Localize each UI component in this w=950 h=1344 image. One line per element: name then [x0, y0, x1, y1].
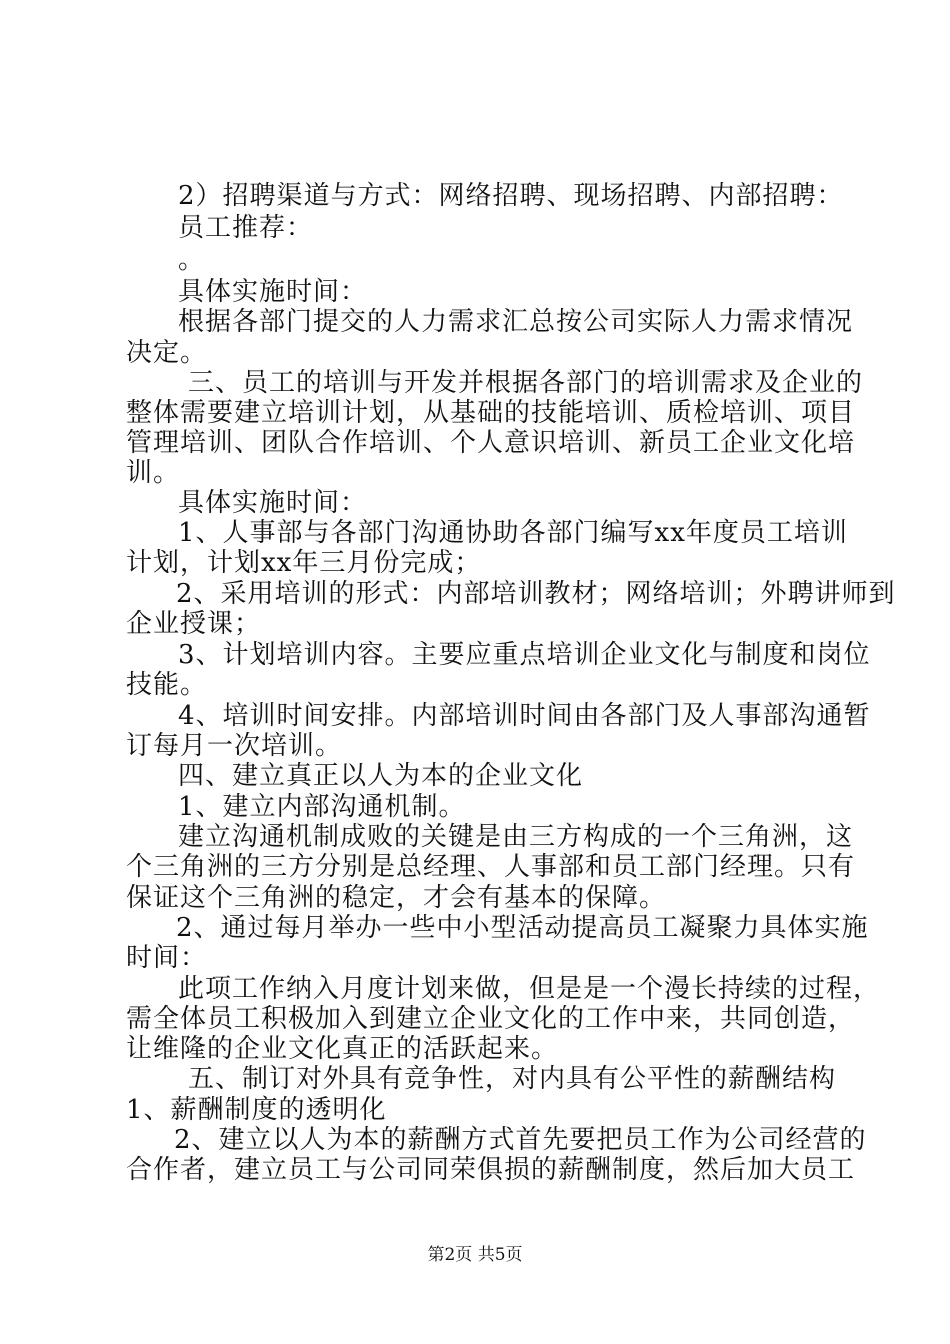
- text-line: 4、培训时间安排。内部培训时间由各部门及人事部沟通暂: [178, 701, 871, 731]
- text-line: 企业授课；: [126, 609, 262, 639]
- text-line: 训。: [126, 458, 181, 488]
- text-line: 1、人事部与各部门沟通协助各部门编写xx年度员工培训: [178, 518, 848, 548]
- text-line: 。: [178, 245, 206, 275]
- text-line: 1、薪酬制度的透明化: [126, 1095, 387, 1125]
- text-line: 四、建立真正以人为本的企业文化: [178, 761, 584, 791]
- text-line: 计划，计划xx年三月份完成；: [126, 548, 482, 578]
- text-line: 具体实施时间：: [178, 488, 368, 518]
- text-line: 技能。: [126, 670, 208, 700]
- page-number-label: 第2页 共5页: [427, 1245, 523, 1265]
- text-line: 1、建立内部沟通机制。: [178, 792, 466, 822]
- text-line: 2、建立以人为本的薪酬方式首先要把员工作为公司经营的: [174, 1125, 867, 1155]
- text-line: 需全体员工积极加入到建立企业文化的工作中来，共同创造，: [126, 1004, 856, 1034]
- text-line: 管理培训、团队合作培训、个人意识培训、新员工企业文化培: [126, 428, 856, 458]
- text-line: 订每月一次培训。: [126, 731, 343, 761]
- text-line: 2、通过每月举办一些中小型活动提高员工凝聚力具体实施: [176, 913, 869, 943]
- text-line: 2、采用培训的形式：内部培训教材；网络培训；外聘讲师到: [176, 579, 896, 609]
- text-line: 三、员工的培训与开发并根据各部门的培训需求及企业的: [188, 368, 864, 398]
- text-line: 具体实施时间：: [178, 277, 368, 307]
- text-line: 决定。: [126, 338, 208, 368]
- text-line: 此项工作纳入月度计划来做，但是是一个漫长持续的过程，: [178, 974, 881, 1004]
- text-line: 五、制订对外具有竞争性，对内具有公平性的薪酬结构: [188, 1064, 837, 1094]
- text-line: 时间：: [126, 943, 208, 973]
- page-footer: [0, 1244, 950, 1266]
- text-line: 保证这个三角洲的稳定，才会有基本的保障。: [126, 883, 667, 913]
- text-line: 建立沟通机制成败的关键是由三方构成的一个三角洲，这: [178, 822, 854, 852]
- text-line: 让维隆的企业文化真正的活跃起来。: [126, 1034, 559, 1064]
- text-line: 根据各部门提交的人力需求汇总按公司实际人力需求情况: [178, 307, 854, 337]
- text-line: 2）招聘渠道与方式：网络招聘、现场招聘、内部招聘：: [178, 181, 844, 211]
- text-line: 整体需要建立培训计划，从基础的技能培训、质检培训、项目: [126, 398, 856, 428]
- text-line: 合作者，建立员工与公司同荣俱损的薪酬制度，然后加大员工: [126, 1155, 856, 1185]
- text-line: 3、计划培训内容。主要应重点培训企业文化与制度和岗位: [178, 640, 871, 670]
- text-line: 员工推荐：: [178, 213, 314, 243]
- text-line: 个三角洲的三方分别是总经理、人事部和员工部门经理。只有: [126, 852, 856, 882]
